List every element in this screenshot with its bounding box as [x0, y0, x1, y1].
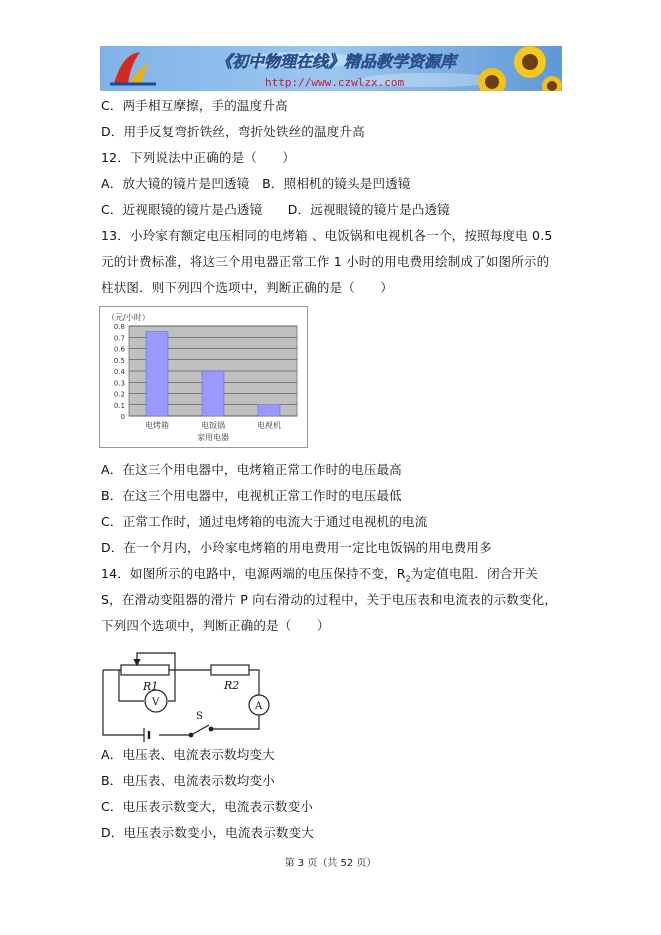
circuit-wire-left — [103, 670, 144, 735]
q11-option-d: D．用手反复弯折铁丝，弯折处铁丝的温度升高 — [101, 124, 365, 139]
q14-option-d: D．电压表示数变小，电流表示数变大 — [101, 825, 315, 840]
chart-bar — [202, 371, 224, 416]
q14-stem-part2: 为定值电阻．闭合开关 — [410, 566, 538, 581]
switch-lever — [191, 725, 209, 735]
q13-option-c: C．正常工作时，通过电烤箱的电流大于通过电视机的电流 — [101, 514, 428, 529]
chart-y-tick-label: 0.1 — [113, 401, 125, 410]
chart-y-tick-label: 0.4 — [113, 368, 125, 376]
bar-chart — [99, 306, 309, 448]
q14-stem-part1: 14．如图所示的电路中，电源两端的电压保持不变，R — [101, 566, 406, 581]
circuit-diagram — [99, 645, 274, 743]
resistor-r2 — [211, 665, 249, 675]
chart-x-tick-label: 电烤箱 — [145, 421, 169, 430]
chart-y-tick-label: 0.6 — [113, 345, 125, 354]
q13-option-a: A．在这三个用电器中，电烤箱正常工作时的电压最高 — [101, 462, 402, 477]
q14-r2-subscript: 2 — [405, 574, 411, 584]
chart-y-tick-label: 0.3 — [113, 379, 125, 388]
ammeter-label: A — [255, 701, 263, 712]
chart-y-tick-label: 0.7 — [113, 334, 125, 343]
rheostat-r1 — [121, 665, 169, 675]
banner-url[interactable]: http://www.czwlzx.com — [265, 76, 405, 89]
q13-option-b: B．在这三个用电器中，电视机正常工作时的电压最低 — [101, 488, 402, 503]
voltmeter-label: V — [152, 697, 160, 708]
banner-title: 《初中物理在线》精品教学资源库 — [216, 52, 457, 71]
q14-option-a: A．电压表、电流表示数均变大 — [101, 747, 275, 762]
q12-stem: 12．下列说法中正确的是（ ） — [101, 150, 296, 165]
chart-title: （元/小时） — [107, 313, 150, 322]
circuit-wire-bottom-right — [211, 715, 259, 729]
circuit-wire-right — [249, 670, 259, 695]
page-footer: 第 3 页（共 52 页） — [284, 858, 377, 869]
q14-stem-line2: S，在滑动变阻器的滑片 P 向右滑动的过程中，关于电压表和电流表的示数变化， — [101, 592, 558, 607]
label-r2: R2 — [224, 679, 240, 692]
q13-stem-line3: 柱状图．则下列四个选项中，判断正确的是（ ） — [101, 280, 394, 295]
chart-x-axis-label: 家用电器 — [197, 433, 229, 442]
chart-y-tick-label: 0.5 — [113, 356, 125, 365]
chart-x-tick-label: 电视机 — [257, 421, 281, 430]
q14-option-c: C．电压表示数变大，电流表示数变小 — [101, 799, 314, 814]
switch-label: S — [196, 711, 203, 722]
q11-option-c: C．两手相互摩擦，手的温度升高 — [101, 98, 288, 113]
q14-option-b: B．电压表、电流表示数均变小 — [101, 773, 275, 788]
chart-bar — [258, 405, 280, 416]
chart-y-tick-label: 0.2 — [113, 390, 125, 399]
chart-bar — [146, 332, 168, 416]
q14-stem-line1 — [101, 565, 538, 589]
slider-arrow-icon — [134, 659, 140, 665]
q12-options-cd: C．近视眼镜的镜片是凸透镜 D．远视眼镜的镜片是凸透镜 — [101, 202, 450, 217]
q14-stem-line3: 下列四个选项中，判断正确的是（ ） — [101, 618, 330, 633]
switch-contact-right — [209, 727, 213, 731]
chart-y-tick-label: 0 — [120, 413, 125, 421]
q12-options-ab: A．放大镜的镜片是凹透镜 B．照相机的镜头是凹透镜 — [101, 176, 411, 191]
q13-stem-line1: 13．小玲家有额定电压相同的电烤箱 、电饭锅和电视机各一个，按照每度电 0.5 — [101, 228, 553, 243]
chart-y-tick-label: 0.8 — [113, 323, 125, 331]
q13-option-d: D．在一个月内，小玲家电烤箱的用电费用一定比电饭锅的用电费用多 — [101, 540, 492, 555]
header-banner — [100, 46, 562, 91]
chart-x-tick-label: 电饭锅 — [201, 421, 225, 430]
q13-stem-line2: 元的计费标准，将这三个用电器正常工作 1 小时的用电费用绘制成了如图所示的 — [101, 254, 550, 269]
label-r1: R1 — [143, 680, 159, 693]
